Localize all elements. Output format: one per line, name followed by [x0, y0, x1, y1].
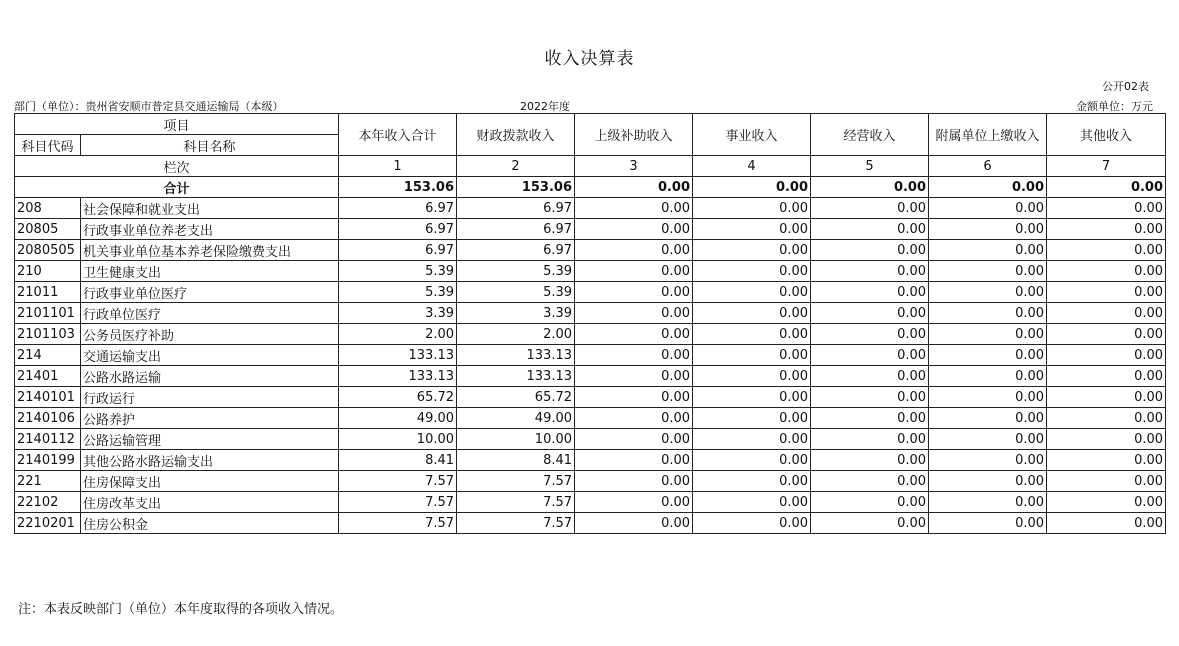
- row-value: 133.13: [457, 345, 575, 366]
- row-value: 0.00: [575, 492, 693, 513]
- row-value: 49.00: [339, 408, 457, 429]
- row-value: 0.00: [1047, 324, 1166, 345]
- row-value: 0.00: [1047, 345, 1166, 366]
- row-code: 210: [15, 261, 81, 282]
- table-row: [15, 408, 1166, 429]
- row-value: 0.00: [811, 324, 929, 345]
- row-value: 5.39: [457, 282, 575, 303]
- row-value: 0.00: [1047, 429, 1166, 450]
- row-value: 0.00: [693, 240, 811, 261]
- unit-label: 金额单位：万元: [1076, 100, 1153, 113]
- table-row: [15, 492, 1166, 513]
- row-value: 0.00: [1047, 282, 1166, 303]
- row-value: 3.39: [457, 303, 575, 324]
- row-code: 2101101: [15, 303, 81, 324]
- row-name: 机关事业单位基本养老保险缴费支出: [81, 240, 339, 261]
- row-value: 0.00: [811, 282, 929, 303]
- row-code: 2210201: [15, 513, 81, 534]
- row-value: 0.00: [929, 282, 1047, 303]
- row-value: 0.00: [1047, 513, 1166, 534]
- table-row: [15, 387, 1166, 408]
- row-name: 社会保障和就业支出: [81, 198, 339, 219]
- header-total: 本年收入合计: [339, 114, 457, 156]
- row-value: 65.72: [457, 387, 575, 408]
- row-value: 3.39: [339, 303, 457, 324]
- row-value: 0.00: [693, 198, 811, 219]
- header-item: 项目: [15, 114, 339, 135]
- row-value: 5.39: [457, 261, 575, 282]
- header-code: 科目代码: [15, 135, 81, 156]
- row-value: 0.00: [575, 345, 693, 366]
- table-row: [15, 429, 1166, 450]
- row-code: 2140106: [15, 408, 81, 429]
- table-row: [15, 219, 1166, 240]
- row-value: 0.00: [575, 471, 693, 492]
- table-row: [15, 366, 1166, 387]
- row-code: 20805: [15, 219, 81, 240]
- row-value: 49.00: [457, 408, 575, 429]
- table-row: [15, 261, 1166, 282]
- table-row: [15, 513, 1166, 534]
- row-value: 0.00: [1047, 387, 1166, 408]
- row-name: 行政事业单位养老支出: [81, 219, 339, 240]
- total-value: 153.06: [339, 177, 457, 198]
- row-value: 0.00: [929, 324, 1047, 345]
- row-value: 0.00: [811, 450, 929, 471]
- column-number: 7: [1047, 156, 1166, 177]
- row-name: 公路水路运输: [81, 366, 339, 387]
- table-row: [15, 324, 1166, 345]
- total-value: 0.00: [575, 177, 693, 198]
- row-code: 2101103: [15, 324, 81, 345]
- row-code: 214: [15, 345, 81, 366]
- row-value: 133.13: [339, 366, 457, 387]
- row-value: 0.00: [1047, 261, 1166, 282]
- row-value: 0.00: [693, 366, 811, 387]
- column-number: 6: [929, 156, 1047, 177]
- row-code: 2140199: [15, 450, 81, 471]
- row-value: 0.00: [1047, 198, 1166, 219]
- row-code: 21401: [15, 366, 81, 387]
- total-label: 合计: [15, 177, 339, 198]
- row-value: 0.00: [1047, 366, 1166, 387]
- row-value: 0.00: [929, 450, 1047, 471]
- row-value: 6.97: [457, 219, 575, 240]
- row-value: 65.72: [339, 387, 457, 408]
- row-value: 0.00: [811, 492, 929, 513]
- row-value: 2.00: [457, 324, 575, 345]
- row-value: 0.00: [1047, 492, 1166, 513]
- row-value: 0.00: [929, 513, 1047, 534]
- row-value: 0.00: [929, 240, 1047, 261]
- row-value: 0.00: [929, 366, 1047, 387]
- row-value: 0.00: [929, 261, 1047, 282]
- row-value: 0.00: [575, 282, 693, 303]
- row-value: 0.00: [693, 429, 811, 450]
- row-value: 8.41: [457, 450, 575, 471]
- income-table: [14, 113, 1166, 534]
- row-value: 0.00: [929, 492, 1047, 513]
- row-value: 0.00: [1047, 219, 1166, 240]
- row-value: 0.00: [575, 429, 693, 450]
- column-number: 5: [811, 156, 929, 177]
- row-value: 0.00: [693, 408, 811, 429]
- row-value: 0.00: [811, 408, 929, 429]
- row-value: 0.00: [693, 261, 811, 282]
- row-name: 住房保障支出: [81, 471, 339, 492]
- column-number-label: 栏次: [15, 156, 339, 177]
- table-row: [15, 450, 1166, 471]
- year-label: 2022年度: [520, 100, 570, 113]
- row-name: 公务员医疗补助: [81, 324, 339, 345]
- row-value: 0.00: [575, 198, 693, 219]
- row-value: 0.00: [575, 324, 693, 345]
- row-value: 0.00: [693, 471, 811, 492]
- row-name: 行政事业单位医疗: [81, 282, 339, 303]
- table-row: [15, 345, 1166, 366]
- table-row: [15, 471, 1166, 492]
- row-value: 0.00: [693, 303, 811, 324]
- total-row: [15, 177, 1166, 198]
- row-name: 行政运行: [81, 387, 339, 408]
- row-value: 6.97: [339, 219, 457, 240]
- row-value: 0.00: [575, 261, 693, 282]
- row-value: 0.00: [693, 387, 811, 408]
- row-value: 0.00: [811, 198, 929, 219]
- row-value: 0.00: [811, 366, 929, 387]
- row-code: 2140101: [15, 387, 81, 408]
- row-value: 7.57: [339, 513, 457, 534]
- row-value: 0.00: [575, 513, 693, 534]
- row-value: 6.97: [339, 240, 457, 261]
- row-code: 2080505: [15, 240, 81, 261]
- row-value: 0.00: [929, 219, 1047, 240]
- row-value: 0.00: [693, 219, 811, 240]
- row-value: 10.00: [339, 429, 457, 450]
- row-value: 0.00: [811, 345, 929, 366]
- row-value: 0.00: [1047, 240, 1166, 261]
- table-row: [15, 303, 1166, 324]
- department-label: 部门（单位）：贵州省安顺市普定县交通运输局（本级）: [14, 100, 284, 113]
- table-row: [15, 282, 1166, 303]
- header-other: 其他收入: [1047, 114, 1166, 156]
- row-name: 公路运输管理: [81, 429, 339, 450]
- row-value: 0.00: [693, 513, 811, 534]
- row-value: 0.00: [929, 387, 1047, 408]
- row-value: 5.39: [339, 261, 457, 282]
- header-fiscal: 财政拨款收入: [457, 114, 575, 156]
- row-value: 0.00: [575, 219, 693, 240]
- row-value: 6.97: [457, 198, 575, 219]
- page-title: 收入决算表: [544, 49, 635, 69]
- row-value: 0.00: [575, 408, 693, 429]
- row-value: 10.00: [457, 429, 575, 450]
- row-value: 0.00: [811, 219, 929, 240]
- table-row: [15, 198, 1166, 219]
- row-value: 0.00: [929, 471, 1047, 492]
- row-value: 0.00: [1047, 471, 1166, 492]
- row-value: 0.00: [929, 345, 1047, 366]
- row-value: 0.00: [929, 429, 1047, 450]
- table-row: [15, 240, 1166, 261]
- row-value: 7.57: [457, 471, 575, 492]
- header-affiliated: 附属单位上缴收入: [929, 114, 1047, 156]
- row-code: 2140112: [15, 429, 81, 450]
- row-value: 0.00: [693, 492, 811, 513]
- column-number: 2: [457, 156, 575, 177]
- row-value: 0.00: [929, 198, 1047, 219]
- row-name: 其他公路水路运输支出: [81, 450, 339, 471]
- row-value: 7.57: [457, 513, 575, 534]
- header-name: 科目名称: [81, 135, 339, 156]
- row-value: 0.00: [811, 261, 929, 282]
- row-value: 0.00: [1047, 408, 1166, 429]
- total-value: 0.00: [811, 177, 929, 198]
- row-value: 7.57: [339, 471, 457, 492]
- column-number: 3: [575, 156, 693, 177]
- row-name: 行政单位医疗: [81, 303, 339, 324]
- row-name: 住房改革支出: [81, 492, 339, 513]
- row-name: 交通运输支出: [81, 345, 339, 366]
- row-value: 6.97: [339, 198, 457, 219]
- row-value: 0.00: [575, 366, 693, 387]
- row-value: 0.00: [575, 450, 693, 471]
- footnote: 注：本表反映部门（单位）本年度取得的各项收入情况。: [18, 602, 344, 617]
- row-value: 0.00: [693, 450, 811, 471]
- row-value: 6.97: [457, 240, 575, 261]
- row-value: 0.00: [929, 303, 1047, 324]
- column-number: 1: [339, 156, 457, 177]
- row-value: 0.00: [811, 513, 929, 534]
- row-value: 0.00: [1047, 450, 1166, 471]
- row-code: 208: [15, 198, 81, 219]
- row-value: 2.00: [339, 324, 457, 345]
- row-value: 0.00: [693, 282, 811, 303]
- column-number-row: [15, 156, 1166, 177]
- row-value: 0.00: [811, 387, 929, 408]
- row-value: 7.57: [339, 492, 457, 513]
- row-value: 0.00: [811, 240, 929, 261]
- total-value: 0.00: [693, 177, 811, 198]
- total-value: 0.00: [929, 177, 1047, 198]
- row-code: 221: [15, 471, 81, 492]
- row-value: 0.00: [811, 303, 929, 324]
- row-value: 0.00: [811, 471, 929, 492]
- form-number: 公开02表: [1102, 80, 1149, 93]
- row-code: 21011: [15, 282, 81, 303]
- row-value: 0.00: [575, 303, 693, 324]
- row-value: 133.13: [339, 345, 457, 366]
- total-value: 153.06: [457, 177, 575, 198]
- row-value: 0.00: [575, 387, 693, 408]
- header-operating: 经营收入: [811, 114, 929, 156]
- row-value: 0.00: [693, 324, 811, 345]
- row-code: 22102: [15, 492, 81, 513]
- row-value: 8.41: [339, 450, 457, 471]
- row-value: 7.57: [457, 492, 575, 513]
- row-name: 住房公积金: [81, 513, 339, 534]
- row-name: 卫生健康支出: [81, 261, 339, 282]
- header-superior: 上级补助收入: [575, 114, 693, 156]
- total-value: 0.00: [1047, 177, 1166, 198]
- row-value: 0.00: [575, 240, 693, 261]
- row-value: 5.39: [339, 282, 457, 303]
- column-number: 4: [693, 156, 811, 177]
- header-business: 事业收入: [693, 114, 811, 156]
- row-value: 0.00: [1047, 303, 1166, 324]
- row-value: 133.13: [457, 366, 575, 387]
- row-value: 0.00: [811, 429, 929, 450]
- row-name: 公路养护: [81, 408, 339, 429]
- row-value: 0.00: [693, 345, 811, 366]
- row-value: 0.00: [929, 408, 1047, 429]
